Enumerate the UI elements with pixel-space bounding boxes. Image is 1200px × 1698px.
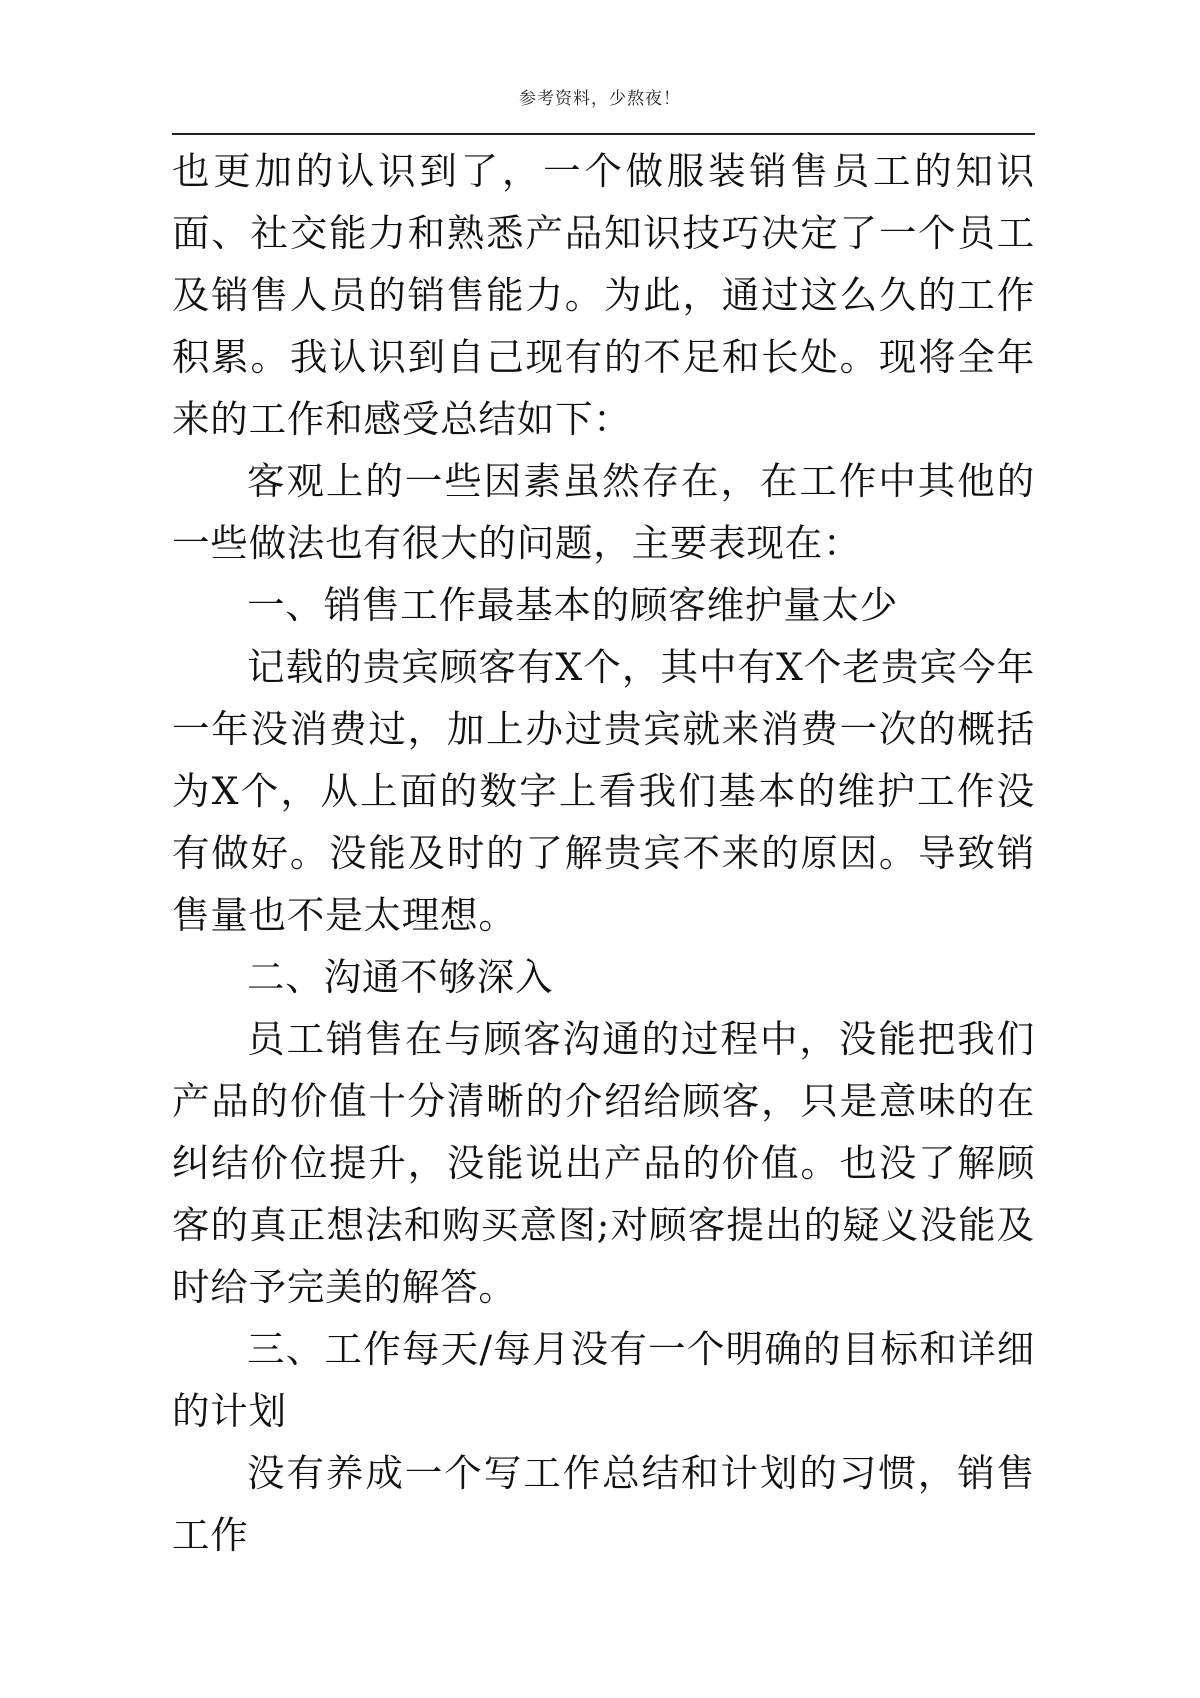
section-heading-3: 三、工作每天/每月没有一个明确的目标和详细的计划	[172, 1327, 1035, 1433]
paragraph-problems-intro: 客观上的一些因素虽然存在，在工作中其他的一些做法也有很大的问题，主要表现在：	[172, 459, 1035, 565]
paragraph-intro-continued: 也更加的认识到了，一个做服装销售员工的知识面、社交能力和熟悉产品知识技巧决定了一个员工及销售人员的销售能力。为此，通过这么久的工作积累。我认识到自己现有的不足和长处。现将全年来的工作和感受总结如下：	[172, 149, 1035, 441]
paragraph-section-2: 员工销售在与顾客沟通的过程中，没能把我们产品的价值十分清晰的介绍给顾客，只是意味的在纠结价位提升，没能说出产品的价值。也没了解顾客的真正想法和购买意图;对顾客提出的疑义没能及时给予完美的解答。	[172, 1017, 1035, 1309]
header-divider	[172, 133, 1035, 135]
page-header: 参考资料，少熬夜！	[519, 89, 681, 109]
paragraph-section-1: 记载的贵宾顾客有X个，其中有X个老贵宾今年一年没消费过，加上办过贵宾就来消费一次的概括为X个，从上面的数字上看我们基本的维护工作没有做好。没能及时的了解贵宾不来的原因。导致销售量也不是太理想。	[172, 645, 1035, 937]
paragraph-section-3: 没有养成一个写工作总结和计划的习惯，销售工作	[172, 1451, 1035, 1557]
section-heading-2: 二、沟通不够深入	[247, 955, 554, 999]
section-heading-1: 一、销售工作最基本的顾客维护量太少	[247, 583, 899, 627]
document-body	[172, 140, 1035, 1566]
